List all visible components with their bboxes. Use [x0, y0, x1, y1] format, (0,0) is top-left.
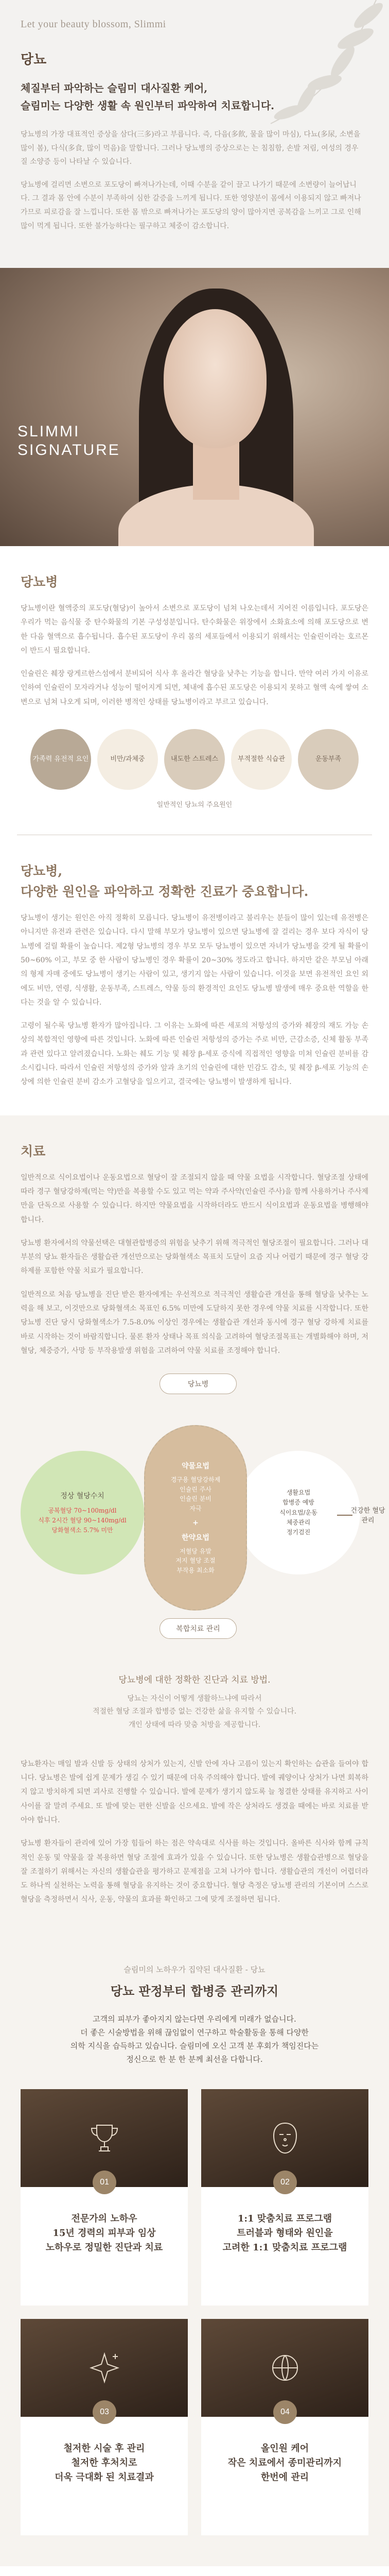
diabetes-definition-section — [0, 546, 389, 835]
card-text — [21, 2212, 188, 2255]
quote-section — [0, 1667, 389, 1752]
management-subtitle: 슬림미의 노하우가 집약된 대사질환 - 당뇨 — [123, 1964, 266, 1974]
feature-cards — [21, 2089, 368, 2535]
card-number: 04 — [273, 2400, 297, 2424]
definition-paragraph-1: 당뇨병이란 혈액중의 포도당(혈당)이 높아서 소변으로 포도당이 넘쳐 나오는데서 지어진 이름입니다. 포도당은 우리가 먹는 음식물 중 탄수화물의 기본 구성성분입니다. 탄수화물은 위장에서 소화효소에 의해 포도당으로 변한 다음 혈액으로 흡수됩니다. 흡수된 포도당이 우리 몸의 세포들에서 이용되기 위해서는 인슐린이라는 호르몬이 반드시 필요합니다. — [21, 604, 368, 655]
diagram-top-label: 당뇨병 — [160, 1374, 237, 1394]
cause-circle: 비만/과체중 — [97, 729, 158, 790]
normal-glucose-line: 공복혈당 70~100mg/dl — [48, 1507, 117, 1515]
cause-circle: 운동부족 — [298, 729, 359, 790]
cause-circle: 부적절한 식습관 — [231, 729, 292, 790]
lifestyle-line: 체중관리 — [286, 1518, 311, 1526]
lifestyle-line: 합병증 예방 — [282, 1499, 314, 1506]
drug-therapy-line: 인슐린 분비 — [180, 1495, 211, 1503]
signature-line-2: SIGNATURE — [17, 442, 120, 459]
management-title: 당뇨 판정부터 합병증 관리까지 — [110, 1983, 279, 1998]
card-line: 철저한 시술 후 관리 — [63, 2443, 145, 2454]
causes-circles — [21, 729, 368, 790]
quote-line: 당뇨는 자신이 어떻게 생활하느냐에 따라서 — [127, 1694, 262, 1703]
cause-circle: 내도한 스트레스 — [164, 729, 225, 790]
trophy-icon — [86, 2120, 122, 2156]
herbal-therapy-line: 저지 혈당 조절 — [175, 1557, 216, 1565]
signature-text — [17, 422, 120, 460]
card-line: 작은 치료에서 종미관리까지 — [227, 2457, 342, 2468]
care-section — [0, 1752, 389, 1933]
definition-paragraph-2: 인슐린은 췌장 랑게르한스섬에서 분비되어 식사 후 올라간 혈당을 낮추는 기능을 합니다. 만약 여러 가지 이유로 인하여 인슐린이 모자라거나 성능이 떨어지게 되면, 체내에 흡수된 포도당은 이용되지 못하고 혈액 속에 쌓여 소변으로 넘쳐 나오게 되며, 이러한 병적인 상태를 당뇨병이라고 부르고 있습니다. — [21, 670, 368, 706]
treatment-paragraph-2: 당뇨병 환자에서의 약물선택은 대혈관합병증의 위험을 낮추기 위해 적극적인 혈당조절이 필요합니다. 그러나 대부분의 당뇨 환자들은 생활습관 개선만으로는 당화혈색소 목표치 도달이 요즘 지나 어렵기 때문에 경구 혈당 강하제를 포함한 약물 치료가 필요합니다. — [21, 1239, 368, 1276]
result-label: 건강한 혈당관리 — [350, 1507, 385, 1525]
leaf-decoration-icon — [250, 0, 389, 160]
section-title: 치료 — [21, 1143, 46, 1159]
drug-therapy-line: 경구용 혈당강하제 — [170, 1476, 221, 1484]
drug-therapy-title: 약물요법 — [181, 1462, 210, 1471]
lifestyle-line: 생활요법 — [286, 1489, 311, 1497]
drug-therapy-line: 자극 — [189, 1504, 202, 1512]
treatment-paragraph-3: 일반적으로 처음 당뇨병을 진단 받은 환자에게는 우선적으로 적극적인 생활습관 개선을 통해 혈당을 낮추는 노력을 해 보고, 이것만으로 당화혈색소 목표인 6.5% 미만에 도달하지 못한 경우에 약물 치료를 시작합니다. 또한 당뇨병 진단 당시 당화혈색소가 7.5-8.0% 이상인 경우에는 생활습관 개선과 동시에 경구 혈당 강하제 치료를 바로 시작하는 것이 바람직합니다. 물론 환자 상태나 목표 의식을 고려하여 혈당조절목표는 개별화해야 하며, 저혈당, 체중증가, 사망 등 부작용발생 위험을 고려하여 약물 치료를 조정해야 합니다. — [21, 1290, 368, 1355]
card-line: 1:1 맞춤치료 프로그램 — [237, 2213, 332, 2224]
causes-paragraph-1: 당뇨병이 생기는 원인은 아직 정확히 모릅니다. 당뇨병이 유전병이라고 불리우는 분들이 많이 있는데 유전병은 아니지만 유전과 관련은 있습니다. 다시 말해 부모가 당뇨병이 있으면 당뇨병에 잘 걸리는 경우 보다 자식이 당뇨병에 걸릴 확률이 높습니다. 제2형 당뇨병의 경우 부모 모두 당뇨병이 있으면 자녀가 당뇨병을 갖게 될 확률이 50~60% 이고, 부모 중 한 사람이 당뇨병인 경우 확률이 20~30% 정도라고 합니다. 하지만 같은 부모님 아래의 형제 자매 중에도 당뇨병이 생기는 사람이 있고, 생기지 않는 사람이 있습니다. 이것을 보면 유전적인 요인 외에도 비만, 연령, 식생활, 운동부족, 스트레스, 약물 등의 환경적인 요인도 당뇨병 발생에 매우 중요한 역할을 한다는 것을 알 수 있습니다. — [21, 914, 368, 1007]
hero-lead-line-2: 슬림미는 다양한 생활 속 원인부터 파악하여 치료합니다. — [21, 99, 275, 112]
treatment-paragraph-1: 일반적으로 식이요법이나 운동요법으로 혈당이 잘 조절되지 않을 때 약물 요법을 시작합니다. 혈당조절 상태에 따라 경구 혈당강하제(먹는 약)만을 복용할 수도 있고 먹는 약과 주사약(인슐린 주사)을 함께 사용하거나 주사제만을 단독으로 사용할 수 있습니다. 하지만 약물요법을 시작하더라도 반드시 식이요법과 운동요법을 병행해야 합니다. — [21, 1173, 368, 1224]
lifestyle-line: 정기검진 — [286, 1528, 311, 1536]
treatment-section — [0, 1115, 389, 1668]
normal-glucose-circle — [21, 1451, 144, 1574]
treatment-diagram — [21, 1374, 385, 1641]
section-title: 당뇨병 — [21, 574, 58, 589]
section-subtitle: 다양한 원인을 파악하고 정확한 진료가 중요합니다. — [21, 884, 309, 900]
causes-paragraph-2: 고령이 될수록 당뇨병 환자가 많아집니다. 그 이유는 노화에 따른 세포의 저항성의 증가와 췌장의 재도 가능 손상의 복합적인 영향에 따른 것입니다. 노화에 따른 인슐린 저항성의 증가는 주로 비만, 근감소증, 신체 활동 부족과 관련 있다고 알려졌습니다. 노화는 췌도 기능 및 췌장 β-세포 증식에 직접적인 영향을 미쳐 인슐린 분비를 감소시킵니다. 따라서 인슐린 저항성의 증가와 앞과 초기의 인슐린에 대한 민감도 감소, 및 췌장 β-세포 기능의 손상에 의한 인슐린 분비 감소가 고혈당을 일으키고, 결국에는 당뇨병이 발생하게 됩니다. — [21, 1022, 368, 1087]
herbal-therapy-title: 한약요법 — [181, 1533, 210, 1542]
card-line: 전문가의 노하우 — [71, 2213, 137, 2224]
sparkle-icon — [86, 2350, 122, 2386]
management-description — [21, 2012, 368, 2066]
globe-care-icon — [267, 2350, 303, 2386]
feature-card — [201, 2089, 368, 2306]
card-text — [201, 2212, 368, 2255]
lifestyle-line: 식이요법/운동 — [279, 1509, 317, 1516]
quote-line: 개인 상태에 따라 맞춤 처방을 제공합니다. — [128, 1720, 261, 1729]
normal-glucose-line: 당화혈색소 5.7% 미만 — [51, 1526, 113, 1534]
plus-icon: + — [192, 1518, 199, 1527]
card-line: 올인원 케어 — [260, 2443, 309, 2454]
hero-body-2: 당뇨병에 걸리면 소변으로 포도당이 빠져나가는데, 이때 수분을 같이 끌고 나가기 때문에 소변량이 늘어납니다. 그 결과 몸 안에 수분이 부족하여 심한 갈증을 느끼게 됩니다. 또한 영양분이 몸에서 이용되지 않고 빠져나가므로 피로감을 잘 느낍니다. 또한 몸 밖으로 빠져나가는 포도당의 양이 많아지면 공복감을 느끼고 그로 인해 많이 먹게 됩니다. 또한 불가능하다는 필구하고 체중이 감소합니다. — [21, 180, 361, 230]
herbal-therapy-line: 부작용 최소화 — [176, 1566, 215, 1574]
card-text — [21, 2442, 188, 2485]
page-title: 당뇨 — [21, 52, 47, 67]
card-line: 노하우로 정밀한 진단과 치료 — [45, 2242, 163, 2253]
card-number: 02 — [273, 2171, 297, 2194]
card-line: 한번에 관리 — [260, 2471, 309, 2483]
face-mask-icon — [267, 2120, 303, 2156]
diagram-bottom-label: 복합치료 관리 — [160, 1618, 237, 1639]
description-line: 고객의 피부가 좋아지지 않는다면 우리에게 미래가 없습니다. — [93, 2014, 296, 2024]
hero-section — [0, 0, 389, 268]
care-paragraph-2: 당뇨병 환자들이 관리에 있어 가장 힘들어 하는 점은 약속대로 식사를 하는 것입니다. 올바른 식사와 함께 규칙적인 운동 및 약물을 잘 복용하면 혈당 조절에 효과가 있을 수 있습니다. 또한 당뇨병은 생활습관병으로 혈당을 잘 조절하기 위해서는 자신의 생활습관을 평가하고 문제점을 고쳐 나가야 합니다. 생활습관의 개선이 어렵더라도 하나씩 실천하는 노력을 통해 혈당을 유지하는 것이 중요합니다. 혈당 측정은 당뇨병 관리의 기본이며 스스로 혈당을 측정하면서 식사, 운동, 약물의 효과를 확인하고 그에 맞게 조절하면 됩니다. — [21, 1839, 368, 1904]
drug-therapy-line: 인슐린 주사 — [180, 1485, 211, 1493]
card-text — [201, 2442, 368, 2485]
card-line: 고려한 1:1 맞춤치료 프로그램 — [222, 2242, 347, 2253]
card-number: 03 — [93, 2400, 116, 2424]
description-line: 더 좋은 시술방법을 위해 끊임없이 연구하고 학술활동을 통해 다양한 — [80, 2027, 309, 2037]
card-line: 트러블과 형태와 원인을 — [237, 2227, 333, 2239]
description-line: 의학 지식을 습득하고 있습니다. 슬림미에 오신 고객 분 후회가 책임진다는 — [70, 2041, 319, 2051]
description-line: 정신으로 한 분 한 분께 최선을 다합니다. — [126, 2055, 263, 2064]
causes-section — [0, 835, 389, 1115]
signature-banner — [0, 268, 389, 546]
quote-line: 적절한 혈당 조절과 합병증 없는 건강한 삶을 유지할 수 있습니다. — [92, 1707, 297, 1716]
normal-glucose-line: 식후 2시간 혈당 90~140mg/dl — [38, 1516, 127, 1524]
hero-lead-line-1: 체질부터 파악하는 슬림미 대사질환 케어, — [21, 82, 208, 94]
section-title: 당뇨병, — [21, 863, 63, 879]
hero-tagline: Let your beauty blossom, Slimmi — [21, 19, 166, 30]
quote-title: 당뇨병에 대한 정확한 진단과 치료 방법. — [118, 1675, 271, 1686]
lifestyle-circle — [237, 1451, 360, 1574]
card-line: 더욱 극대화 된 치료결과 — [55, 2471, 154, 2483]
care-paragraph-1: 당뇨환자는 매일 발과 신발 등 상태의 상처가 있는지, 신발 안에 자나 고름이 있는지 확인하는 습관을 들여야 합니다. 당뇨병은 발에 쉽게 문제가 생길 수 있기 때문에 더욱 주의해야 합니다. 발에 궤양이나 상처가 나면 회복하지 않고 방치하게 되면 괴사로 진행할 수 있습니다. 발에 문제가 생기지 않도록 늘 청결한 상태를 유지하고 사이 사이를 잘 말려 주세요. 또 발에 맞는 편한 신발을 신으세요. 발에 작은 상처라도 생겼을 때에는 바로 치료를 받아야 합니다. — [21, 1759, 368, 1824]
herbal-therapy-line: 저혈당 유발 — [180, 1547, 211, 1555]
feature-card — [21, 2319, 188, 2535]
management-section — [0, 1933, 389, 2566]
card-number: 01 — [93, 2171, 116, 2194]
card-line: 15년 경력의 피부과 임상 — [52, 2227, 156, 2239]
signature-line-1: SLIMMI — [17, 423, 80, 440]
combined-therapy-capsule — [144, 1425, 247, 1611]
hero-body-1: 당뇨병의 가장 대표적인 증상을 삼다(三多)라고 부릅니다. 즉, 다음(多飮, 물을 많이 마심), 다뇨(多尿, 소변을 많이 봄), 다식(多食, 많이 먹음)을 말합니다. 그러나 당뇨병의 증상으로는 는 침침함, 손발 저림, 여성의 경우 질 소양증 등이 나타날 수 있습니다. — [21, 130, 361, 166]
feature-card — [21, 2089, 188, 2306]
card-line: 철저한 후처치로 — [71, 2457, 137, 2468]
cause-circle: 가족력 유전적 요인 — [30, 729, 91, 790]
feature-card — [201, 2319, 368, 2535]
model-face — [164, 309, 267, 448]
normal-glucose-title: 정상 혈당수치 — [60, 1492, 104, 1501]
causes-caption: 일반적인 당뇨의 주요원인 — [156, 801, 233, 809]
